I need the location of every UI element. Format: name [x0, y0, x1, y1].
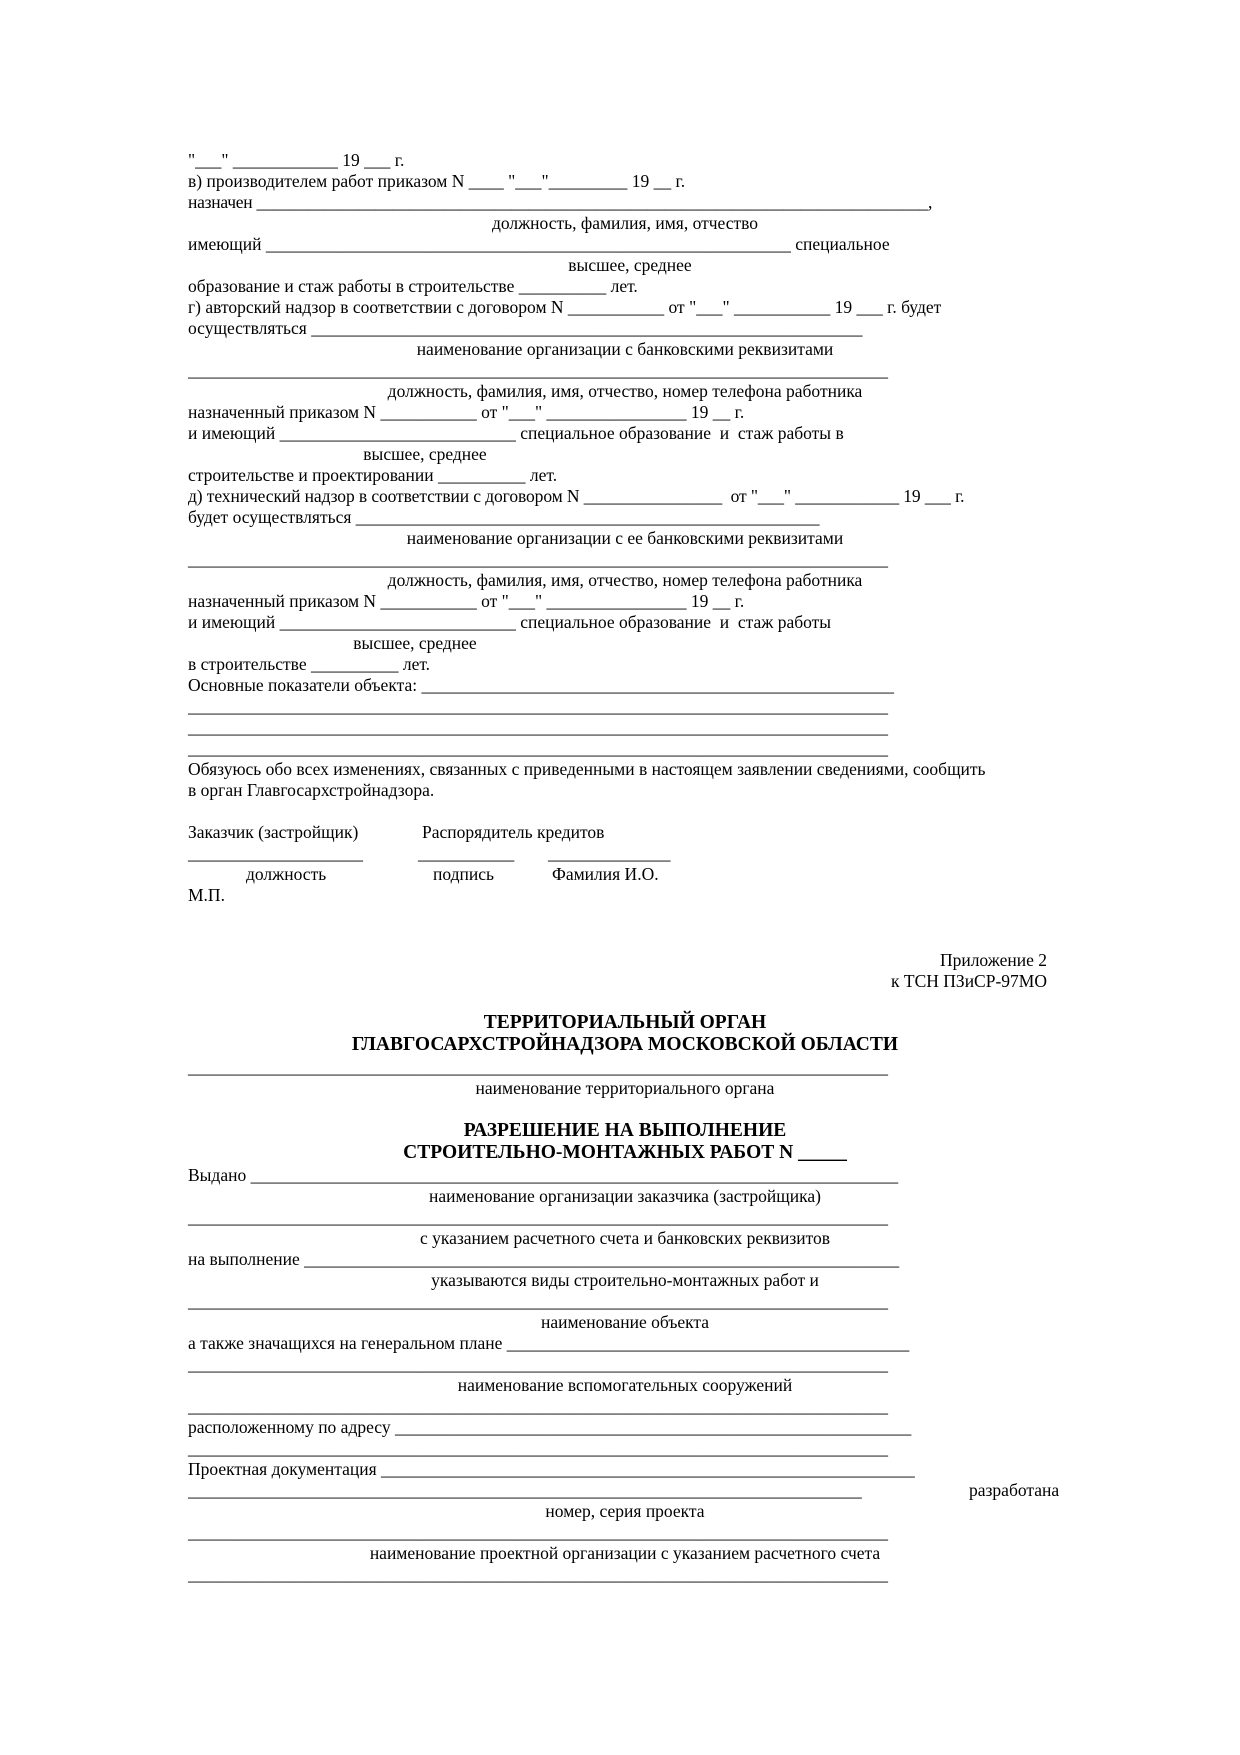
signature-caption: подпись — [433, 864, 494, 884]
blank-line: ________________________________________________________________________________ — [188, 696, 888, 716]
name-caption: Фамилия И.О. — [552, 864, 659, 884]
blank-line: ________________________________________________________________________________ — [188, 1291, 888, 1311]
heading-title: ГЛАВГОСАРХСТРОЙНАДЗОРА МОСКОВСКОЙ ОБЛАСТИ — [351, 1034, 899, 1055]
blank-line: ________________________________________________________________________________ — [188, 360, 888, 380]
text-line: в строительстве __________ лет. — [188, 654, 431, 674]
blank-line: ________________________________________________________________________________ — [188, 1354, 888, 1374]
name-line: ______________ — [548, 843, 671, 863]
text-line: будет осуществляться _____________________________________________________ — [188, 507, 820, 527]
signature-line: ___________ — [418, 843, 515, 863]
field-caption: высшее, среднее — [363, 444, 487, 464]
field-caption: высшее, среднее — [568, 255, 692, 275]
field-caption: номер, серия проекта — [545, 1501, 705, 1521]
text-line: образование и стаж работы в строительстве __________ лет. — [188, 276, 638, 296]
credit-manager-label: Распорядитель кредитов — [422, 822, 605, 842]
field-caption: наименование проектной организации с указанием расчетного счета — [369, 1543, 881, 1563]
permit-title: РАЗРЕШЕНИЕ НА ВЫПОЛНЕНИЕ — [463, 1120, 787, 1141]
blank-line: ________________________________________________________________________________ — [188, 738, 888, 758]
field-caption: должность, фамилия, имя, отчество, номер телефона работника — [387, 381, 863, 401]
field-caption: наименование организации заказчика (застройщика) — [429, 1186, 821, 1206]
heading-title: ТЕРРИТОРИАЛЬНЫЙ ОРГАН — [483, 1012, 767, 1033]
text-line: расположенному по адресу ___________________________________________________________ — [188, 1417, 912, 1437]
blank-line: ________________________________________________________________________________ — [188, 1564, 888, 1584]
text-line: и имеющий ___________________________ специальное образование и стаж работы — [188, 612, 832, 632]
text-line: Основные показатели объекта: ______________________________________________________ — [188, 675, 894, 695]
text-line: Проектная документация _____________________________________________________________ — [188, 1459, 915, 1479]
text-line: в) производителем работ приказом N ____ "___"_________ 19 __ г. — [188, 171, 686, 191]
permit-title: СТРОИТЕЛЬНО-МОНТАЖНЫХ РАБОТ N _____ — [403, 1142, 847, 1163]
text-line: д) технический надзор в соответствии с договором N ________________ от "___" ____________ 19 ___ г. — [188, 486, 965, 506]
text-line: Выдано __________________________________________________________________________ — [188, 1165, 899, 1185]
field-caption: высшее, среднее — [353, 633, 477, 653]
blank-line: ________________________________________________________________________________ — [188, 1438, 888, 1458]
field-caption: наименование организации с ее банковскими реквизитами — [406, 528, 844, 548]
text-line: назначенный приказом N ___________ от "___" ________________ 19 __ г. — [188, 591, 745, 611]
blank-line: ________________________________________________________________________________ — [188, 1522, 888, 1542]
blank-line: ________________________________________________________________________________ — [188, 1396, 888, 1416]
text-line: имеющий ____________________________________________________________ специальное — [188, 234, 890, 254]
field-caption: наименование территориального органа — [475, 1078, 775, 1098]
field-caption: наименование организации с банковскими реквизитами — [416, 339, 834, 359]
field-caption: указываются виды строительно-монтажных работ и — [431, 1270, 819, 1290]
text-line: строительстве и проектировании __________ лет. — [188, 465, 558, 485]
blank-line: ________________________________________________________________________________ — [188, 1207, 888, 1227]
text-line: назначен _______________________________________________________________________________, — [188, 192, 933, 212]
position-caption: должность — [246, 864, 327, 884]
blank-line: ________________________________________________________________________________ — [188, 549, 888, 569]
customer-label: Заказчик (застройщик) — [188, 822, 359, 842]
developed-label: разработана — [969, 1480, 1060, 1500]
text-line: назначенный приказом N ___________ от "___" ________________ 19 __ г. — [188, 402, 745, 422]
text-line: на выполнение ____________________________________________________________________ — [188, 1249, 900, 1269]
field-caption: должность, фамилия, имя, отчество — [491, 213, 759, 233]
blank-line: _____________________________________________________________________________ — [188, 1480, 862, 1500]
text-line: г) авторский надзор в соответствии с договором N ___________ от "___" ___________ 19 ___ г. будет — [188, 297, 942, 317]
position-line: ____________________ — [188, 843, 363, 863]
text-line: а также значащихся на генеральном плане ______________________________________________ — [188, 1333, 910, 1353]
blank-line: ________________________________________________________________________________ — [188, 717, 888, 737]
field-caption: наименование объекта — [540, 1312, 710, 1332]
text-line: в орган Главгосархстройнадзора. — [188, 780, 435, 800]
text-line: осуществляться _______________________________________________________________ — [188, 318, 863, 338]
stamp-label: М.П. — [188, 885, 225, 905]
appendix-ref: к ТСН ПЗиСР-97МО — [891, 971, 1047, 991]
text-line: и имеющий ___________________________ специальное образование и стаж работы в — [188, 423, 844, 443]
field-caption: должность, фамилия, имя, отчество, номер телефона работника — [387, 570, 863, 590]
text-line: Обязуюсь обо всех изменениях, связанных с приведенными в настоящем заявлении сведениями, сообщить — [188, 759, 986, 779]
appendix-label: Приложение 2 — [939, 950, 1047, 970]
text-line: "___" ____________ 19 ___ г. — [188, 150, 405, 170]
blank-line: ________________________________________________________________________________ — [188, 1057, 888, 1077]
field-caption: наименование вспомогательных сооружений — [457, 1375, 793, 1395]
field-caption: с указанием расчетного счета и банковских реквизитов — [419, 1228, 831, 1248]
